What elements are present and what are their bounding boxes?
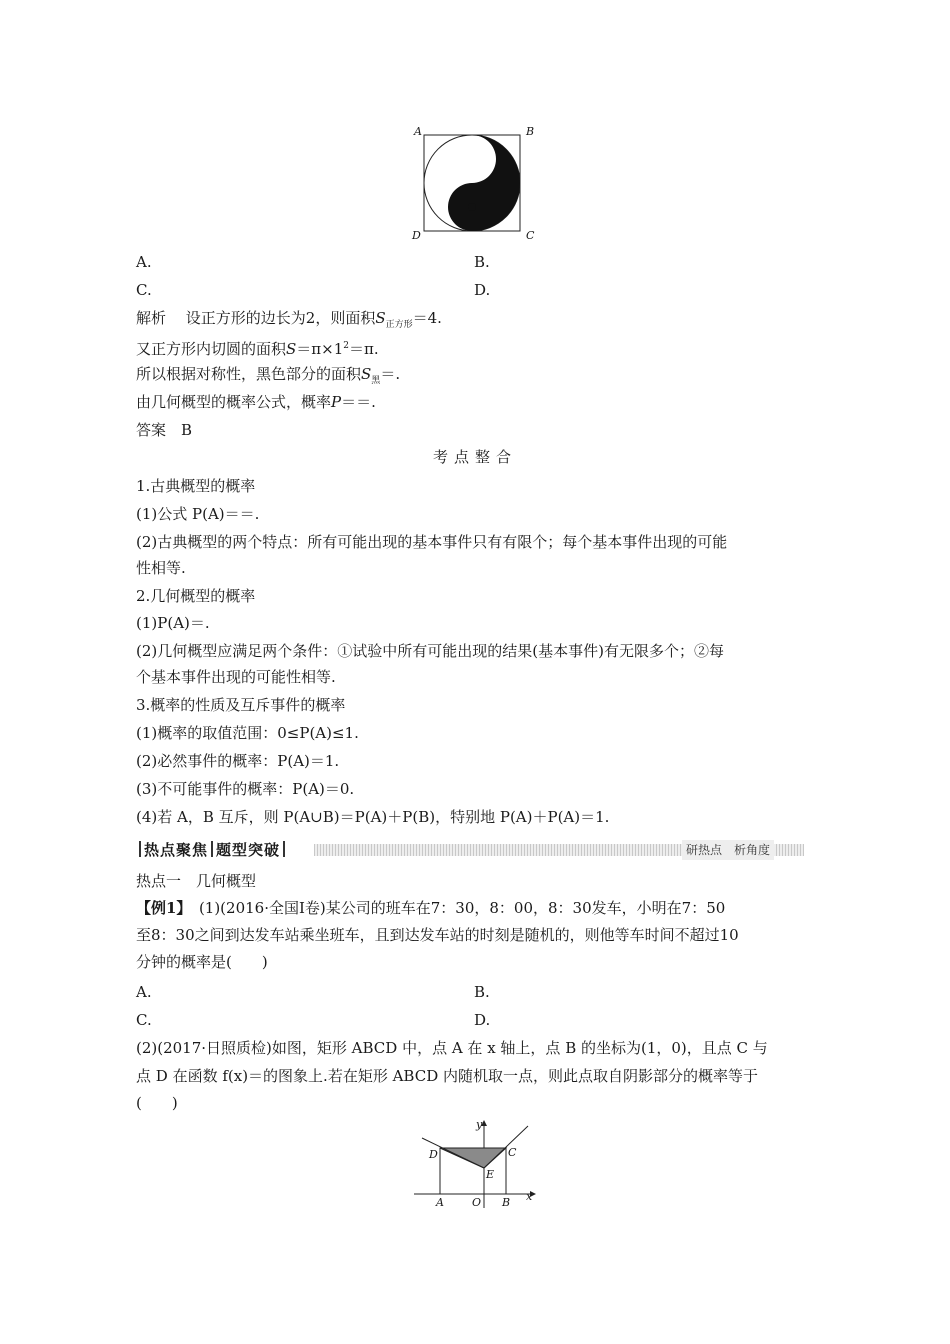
probability-var: P <box>331 393 342 411</box>
point-line: (2)几何概型应满足两个条件：①试验中所有可能出现的结果(基本事件)有无限多个；②每 <box>136 642 724 660</box>
example-part2-line-2: 点 D 在函数 f(x)＝的图象上.若在矩形 ABCD 内随机取一点，则此点取自阴影部分的概率等于 <box>136 1067 758 1085</box>
point-line: (2)古典概型的两个特点：所有可能出现的基本事件只有有限个；每个基本事件出现的可能 <box>136 533 728 551</box>
point-line: (2)必然事件的概率：P(A)＝1. <box>136 752 340 770</box>
option-d: D. <box>474 281 491 299</box>
axis-y-label: y <box>476 1118 483 1131</box>
area-square-var: S <box>375 309 386 327</box>
answer-value: B <box>181 421 193 439</box>
black-area-result: ＝. <box>380 365 401 383</box>
option-a: A. <box>136 253 152 271</box>
example-line-1 <box>136 898 725 918</box>
point-a-label: A <box>436 1196 444 1209</box>
vertex-d-label: D <box>412 229 421 242</box>
solution-text-1: 设正方形的边长为2，则面积 <box>185 309 376 327</box>
example-line-3: 分钟的概率是( ) <box>136 953 268 971</box>
option2-c: C. <box>136 1011 152 1029</box>
point-e-label: E <box>486 1168 495 1181</box>
point-c-label: C <box>508 1146 517 1159</box>
example-label: 【例1】 <box>136 899 184 917</box>
option-c: C. <box>136 281 152 299</box>
point-line: (1)公式 P(A)＝＝. <box>136 505 260 523</box>
solution-line-1 <box>136 308 442 335</box>
solution-line-4 <box>136 392 376 412</box>
point-line: (3)不可能事件的概率：P(A)＝0. <box>136 780 355 798</box>
black-area-sub: 黑 <box>371 376 381 386</box>
banner-title <box>136 840 288 860</box>
vertex-b-label: B <box>526 125 535 138</box>
banner-left-1: 热点聚焦 <box>144 841 209 859</box>
solution-line-2 <box>136 336 379 359</box>
probability-result: ＝＝. <box>341 393 376 411</box>
vertex-a-label: A <box>414 125 422 138</box>
area-square-value: ＝4. <box>412 309 442 327</box>
axis-x-label: x <box>526 1190 533 1203</box>
answer-label: 答案 <box>136 421 167 439</box>
example-part2-line-1: (2)(2017·日照质检)如图，矩形 ABCD 中，点 A 在 x 轴上，点 B 的坐标为(1，0)，且点 C 与 <box>136 1039 768 1057</box>
point-line: 2.几何概型的概率 <box>136 587 256 605</box>
black-area-text: 所以根据对称性，黑色部分的面积 <box>136 365 362 383</box>
taiji-diagram <box>410 125 540 245</box>
option2-a: A. <box>136 983 152 1001</box>
taiji-figure <box>410 125 540 245</box>
point-line: 个基本事件出现的可能性相等. <box>136 668 336 686</box>
hotspot-heading: 热点一 几何概型 <box>136 872 257 890</box>
example-part2-line-3: ( ) <box>136 1094 178 1112</box>
solution-label: 解析 <box>136 309 167 327</box>
origin-label: O <box>472 1196 482 1209</box>
example-text-1: (1)(2016·全国Ⅰ卷)某公司的班车在7：30，8：00，8：30发车，小明在7：50 <box>183 899 726 917</box>
rectangle-figure <box>410 1118 540 1213</box>
point-line: 1.古典概型的概率 <box>136 477 256 495</box>
point-line: 3.概率的性质及互斥事件的概率 <box>136 696 346 714</box>
point-line: (1)概率的取值范围：0≤P(A)≤1. <box>136 724 359 742</box>
solution-line-3 <box>136 364 400 391</box>
option-b: B. <box>474 253 490 271</box>
circle-area-var: S <box>286 340 297 358</box>
option2-b: B. <box>474 983 490 1001</box>
circle-area-formula: ＝π×1 <box>296 340 344 358</box>
circle-area-text: 又正方形内切圆的面积 <box>136 340 287 358</box>
answer-line <box>136 420 192 440</box>
point-line: 性相等. <box>136 559 186 577</box>
banner-left-2: 题型突破 <box>216 841 281 859</box>
point-line: (4)若 A，B 互斥，则 P(A∪B)＝P(A)＋P(B)，特别地 P(A)＋P(A)＝1. <box>136 808 610 826</box>
section-title: 考点整合 <box>432 448 517 466</box>
hotspot-banner <box>136 840 804 860</box>
point-line: (1)P(A)＝. <box>136 614 210 632</box>
area-square-sub: 正方形 <box>385 320 413 330</box>
banner-right: 研热点 析角度 <box>682 840 774 860</box>
probability-text: 由几何概型的概率公式，概率 <box>136 393 332 411</box>
point-b-label: B <box>502 1196 511 1209</box>
black-area-var: S <box>361 365 372 383</box>
option2-d: D. <box>474 1011 491 1029</box>
point-d-label: D <box>429 1148 438 1161</box>
example-line-2: 至8：30之间到达发车站乘坐班车，且到达发车站的时刻是随机的，则他等车时间不超过10 <box>136 926 739 944</box>
circle-area-result: ＝π. <box>349 340 379 358</box>
vertex-c-label: C <box>526 229 535 242</box>
circle-area-exponent: 2 <box>343 341 350 351</box>
